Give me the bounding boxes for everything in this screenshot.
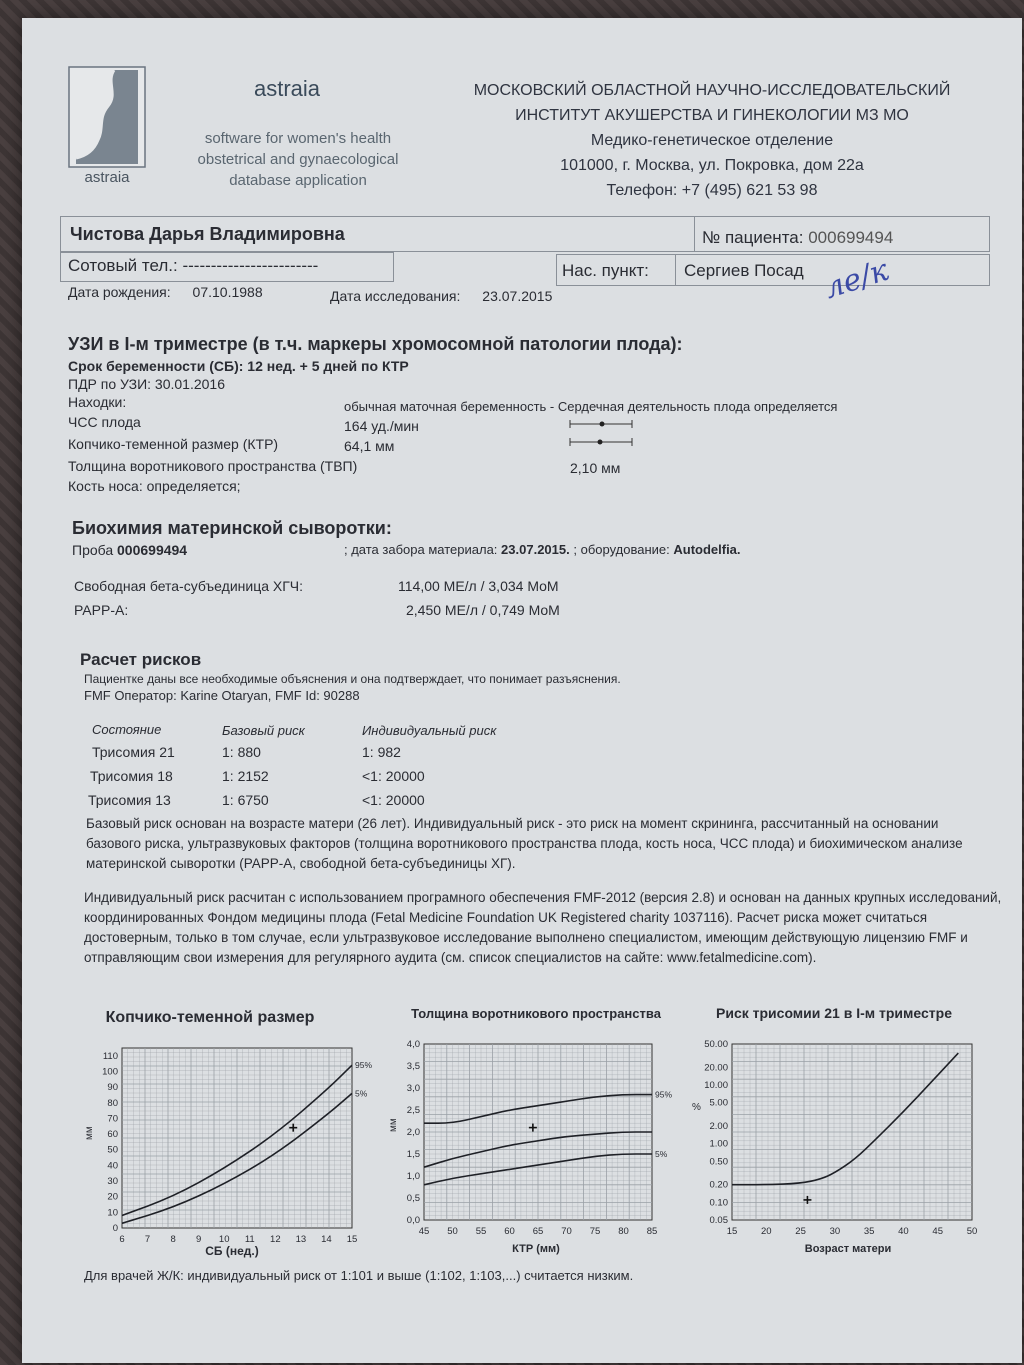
chart-title: Копчико-теменной размер bbox=[105, 1009, 315, 1026]
x-tick-label: 35 bbox=[863, 1226, 875, 1237]
dob-value: 07.10.1988 bbox=[192, 284, 263, 300]
y-tick-label: 0.10 bbox=[709, 1197, 728, 1209]
x-tick-label: 75 bbox=[589, 1226, 601, 1237]
y-tick-label: 0.20 bbox=[709, 1179, 728, 1191]
phone-label: Сотовый тел.: bbox=[68, 256, 178, 275]
address-line: 101000, г. Москва, ул. Покровка, дом 22а bbox=[560, 157, 864, 174]
sample-label: Проба bbox=[72, 542, 114, 558]
y-tick-label: 40 bbox=[107, 1160, 118, 1172]
x-tick-label: 11 bbox=[244, 1234, 255, 1245]
x-tick-label: 9 bbox=[196, 1234, 202, 1245]
y-tick-label: 1.00 bbox=[709, 1138, 728, 1150]
tagline bbox=[188, 128, 408, 191]
y-tick-label: 0,5 bbox=[406, 1193, 420, 1204]
patient-id-value: 000699494 bbox=[808, 228, 894, 247]
hcg-value: 114,00 МЕ/л / 3,034 МоМ bbox=[398, 578, 559, 594]
dob bbox=[68, 284, 263, 300]
handwritten-signature: ле/к bbox=[820, 252, 893, 307]
x-tick-label: 80 bbox=[618, 1226, 629, 1237]
chart-ktr bbox=[82, 1000, 382, 1260]
x-tick-label: 70 bbox=[561, 1226, 572, 1237]
series-lines bbox=[424, 1090, 672, 1185]
papp-label: PAPP-A: bbox=[74, 602, 129, 618]
y-tick-label: 100 bbox=[102, 1066, 118, 1078]
chart-title: Толщина воротникового пространства bbox=[411, 1006, 661, 1021]
x-tick-label: 45 bbox=[418, 1226, 430, 1237]
risk-row-condition: Трисомия 13 bbox=[88, 792, 171, 808]
y-tick-label: 50 bbox=[107, 1144, 118, 1156]
y-tick-label: 3,0 bbox=[406, 1083, 420, 1094]
chart-title: Риск трисомии 21 в I-м триместре bbox=[716, 1005, 952, 1021]
tick-labels bbox=[407, 1039, 658, 1237]
series-label: 95% bbox=[655, 1089, 673, 1100]
findings-label: Находки: bbox=[68, 394, 127, 410]
y-tick-label: 5.00 bbox=[709, 1097, 728, 1109]
y-tick-label: 2,0 bbox=[406, 1127, 420, 1138]
x-tick-label: 15 bbox=[346, 1234, 358, 1245]
sample-id: 000699494 bbox=[117, 542, 188, 558]
grid bbox=[732, 1044, 972, 1220]
institute-line: МОСКОВСКИЙ ОБЛАСТНОЙ НАУЧНО-ИССЛЕДОВАТЕЛЬСКИЙ bbox=[473, 82, 951, 99]
x-tick-label: 30 bbox=[829, 1226, 841, 1237]
risk-row-individual: <1: 20000 bbox=[362, 792, 425, 808]
risk-row-base: 1: 880 bbox=[222, 744, 261, 760]
sample-date-label: ; дата забора материала: bbox=[344, 542, 498, 557]
equipment-label: ; оборудование: bbox=[573, 542, 670, 557]
x-tick-label: 85 bbox=[646, 1226, 658, 1237]
y-tick-label: 10.00 bbox=[704, 1080, 728, 1092]
findings-value: обычная маточная беременность - Сердечная деятельность плода определяется bbox=[344, 399, 838, 414]
x-tick-label: 50 bbox=[447, 1226, 458, 1237]
phone-line: Телефон: +7 (495) 621 53 98 bbox=[606, 182, 818, 199]
y-tick-label: 80 bbox=[107, 1097, 118, 1109]
y-tick-label: 70 bbox=[107, 1113, 118, 1125]
exam-date-value: 23.07.2015 bbox=[482, 288, 553, 304]
x-tick-label: 13 bbox=[295, 1234, 307, 1245]
fmf-operator: FMF Оператор: Karine Otaryan, FMF Id: 90288 bbox=[84, 688, 360, 703]
chart-tvp bbox=[386, 1000, 676, 1260]
patient-name: Чистова Дарья Владимировна bbox=[70, 224, 345, 244]
y-tick-label: 0.05 bbox=[709, 1215, 728, 1226]
doctors-footer: Для врачей Ж/К: индивидуальный риск от 1:101 и выше (1:102, 1:103,...) считается низким. bbox=[84, 1268, 634, 1283]
range-indicators bbox=[566, 416, 638, 450]
y-tick-label: 10 bbox=[107, 1207, 118, 1219]
risk-row-condition: Трисомия 18 bbox=[90, 768, 173, 784]
y-tick-label: 110 bbox=[102, 1050, 118, 1062]
x-tick-label: 20 bbox=[760, 1226, 772, 1237]
phone-value: ------------------------ bbox=[182, 256, 319, 275]
series-label: 5% bbox=[655, 1149, 668, 1159]
logo-word: astraia bbox=[84, 169, 130, 184]
x-axis-label: Возраст матери bbox=[804, 1243, 892, 1255]
tick-labels bbox=[102, 1051, 357, 1245]
x-tick-label: 6 bbox=[119, 1234, 125, 1245]
pregnancy-term: Срок беременности (СБ): 12 нед. + 5 дней по КТР bbox=[68, 358, 409, 374]
risk-col-individual: Индивидуальный риск bbox=[362, 723, 497, 738]
document-sheet bbox=[22, 18, 1022, 1363]
x-tick-label: 60 bbox=[504, 1226, 515, 1237]
patient-marker bbox=[529, 1124, 537, 1132]
y-tick-label: 1,5 bbox=[406, 1149, 420, 1160]
y-tick-label: 60 bbox=[107, 1129, 118, 1141]
patient-id-label: № пациента: bbox=[702, 228, 804, 247]
risk-row-base: 1: 2152 bbox=[222, 768, 269, 784]
brand-name: astraia bbox=[254, 76, 321, 101]
x-tick-label: 25 bbox=[795, 1226, 806, 1237]
series-label: 5% bbox=[355, 1088, 368, 1099]
department-line: Медико-генетическое отделение bbox=[590, 132, 834, 149]
software-note: Индивидуальный риск расчитан с использованием програмного обеспечения FMF-2012 (версия 2.8) и основан на данных крупных исследований, координированных Фондом медицины плода (Fetal Medicine Foundation UK Registered charity 1037116). Расчет риска может считаться достоверным, только в том случае, если ультразвуковое исследование выполнено специалистом, имеющим действующую лицензию FMF и отправляющим свои измерения для регулярного аудита (см. список специалистов на сайте: www.fetalmedicine.com). bbox=[84, 890, 1002, 965]
patient-id bbox=[702, 228, 893, 248]
biochem-title: Биохимия материнской сыворотки: bbox=[72, 518, 392, 538]
papp-value: 2,450 МЕ/л / 0,749 МоМ bbox=[406, 602, 560, 618]
y-tick-label: 3,5 bbox=[406, 1061, 420, 1072]
astraia-logo-graphic bbox=[68, 66, 146, 184]
y-tick-label: 50.00 bbox=[704, 1039, 728, 1050]
heart-rate-value: 164 уд./мин bbox=[344, 418, 419, 434]
heart-rate-label: ЧСС плода bbox=[68, 414, 141, 430]
exam-date bbox=[330, 288, 552, 304]
sample-line bbox=[72, 542, 187, 558]
x-axis-label: СБ (нед.) bbox=[205, 1244, 259, 1258]
tagline-line: database application bbox=[229, 172, 367, 189]
exam-date-label: Дата исследования: bbox=[330, 288, 461, 304]
x-tick-label: 55 bbox=[475, 1226, 487, 1237]
risk-col-base: Базовый риск bbox=[222, 723, 305, 738]
grid bbox=[122, 1048, 352, 1228]
sample-date: 23.07.2015. bbox=[501, 542, 570, 557]
equipment: Autodelfia. bbox=[673, 542, 741, 557]
x-tick-label: 14 bbox=[321, 1234, 332, 1245]
chart-trisomy21 bbox=[688, 1000, 988, 1260]
y-tick-label: 1,0 bbox=[406, 1171, 420, 1182]
hcg-label: Свободная бета-субъединица ХГЧ: bbox=[74, 578, 304, 594]
y-tick-label: 90 bbox=[107, 1082, 118, 1094]
tvp-value: 2,10 мм bbox=[570, 460, 621, 476]
ktr-label: Копчико-теменной размер (КТР) bbox=[68, 436, 279, 452]
x-tick-label: 40 bbox=[898, 1226, 909, 1237]
dob-label: Дата рождения: bbox=[68, 284, 171, 300]
x-tick-label: 45 bbox=[932, 1226, 944, 1237]
y-axis-label: % bbox=[692, 1102, 701, 1113]
nose-bone: Кость носа: определяется; bbox=[68, 478, 241, 494]
patient-marker bbox=[289, 1124, 297, 1132]
risk-row-individual: 1: 982 bbox=[362, 744, 401, 760]
x-tick-label: 50 bbox=[966, 1226, 978, 1237]
risk-row-base: 1: 6750 bbox=[222, 792, 269, 808]
x-tick-label: 65 bbox=[532, 1226, 544, 1237]
risk-row-condition: Трисомия 21 bbox=[92, 744, 175, 760]
ktr-range-indicator bbox=[570, 438, 632, 446]
institute-header bbox=[442, 78, 982, 203]
city-label: Нас. пункт: bbox=[562, 261, 649, 280]
y-tick-label: 30 bbox=[107, 1176, 118, 1188]
risks-title: Расчет рисков bbox=[80, 650, 202, 669]
x-tick-label: 12 bbox=[270, 1234, 281, 1245]
y-axis-label: мм bbox=[84, 1126, 95, 1140]
sample-details bbox=[344, 542, 741, 557]
city-value: Сергиев Посад bbox=[684, 261, 804, 280]
tick-labels bbox=[704, 1039, 977, 1237]
base-risk-note: Базовый риск основан на возрасте матери (26 лет). Индивидуальный риск - это риск на момент скрининга, рассчитанный на основании базового риска, ультразвуковых факторов (толщина воротникового пространства плода, кость носа, ЧСС плода) и биохимическом анализе материнской сыворотки (PAPP-A, свободной бета-субъединицы ХГ). bbox=[86, 816, 963, 871]
ktr-value: 64,1 мм bbox=[344, 438, 395, 454]
consent-text: Пациентке даны все необходимые объяснения и она подтверждает, что понимает разъяснения. bbox=[84, 672, 621, 686]
y-tick-label: 4,0 bbox=[406, 1039, 420, 1050]
ultrasound-title: УЗИ в I-м триместре (в т.ч. маркеры хромосомной патологии плода): bbox=[68, 334, 683, 354]
phone bbox=[68, 256, 318, 276]
risk-row-individual: <1: 20000 bbox=[362, 768, 425, 784]
y-tick-label: 2.00 bbox=[709, 1121, 728, 1133]
y-tick-label: 0,0 bbox=[406, 1215, 420, 1226]
tagline-line: software for women's health bbox=[204, 130, 392, 147]
tvp-label: Толщина воротникового пространства (ТВП) bbox=[68, 458, 358, 474]
y-tick-label: 20.00 bbox=[704, 1062, 728, 1074]
x-tick-label: 7 bbox=[144, 1234, 151, 1245]
risk-col-condition: Состояние bbox=[92, 722, 162, 737]
y-axis-label: мм bbox=[388, 1118, 399, 1132]
x-tick-label: 15 bbox=[726, 1226, 738, 1237]
y-tick-label: 20 bbox=[107, 1191, 118, 1203]
series-label: 95% bbox=[355, 1060, 373, 1071]
heart-rate-range-indicator bbox=[570, 420, 632, 428]
y-tick-label: 2,5 bbox=[406, 1105, 420, 1116]
x-tick-label: 8 bbox=[170, 1234, 176, 1245]
x-axis-label: КТР (мм) bbox=[512, 1243, 560, 1255]
y-tick-label: 0.50 bbox=[709, 1156, 728, 1168]
x-tick-label: 10 bbox=[218, 1234, 230, 1245]
tagline-line: obstetrical and gynaecological bbox=[197, 151, 399, 168]
pdr: ПДР по УЗИ: 30.01.2016 bbox=[68, 376, 225, 392]
institute-line: ИНСТИТУТ АКУШЕРСТВА И ГИНЕКОЛОГИИ МЗ МО bbox=[515, 107, 909, 124]
y-tick-label: 0 bbox=[112, 1223, 118, 1234]
astraia-logo bbox=[68, 66, 146, 184]
